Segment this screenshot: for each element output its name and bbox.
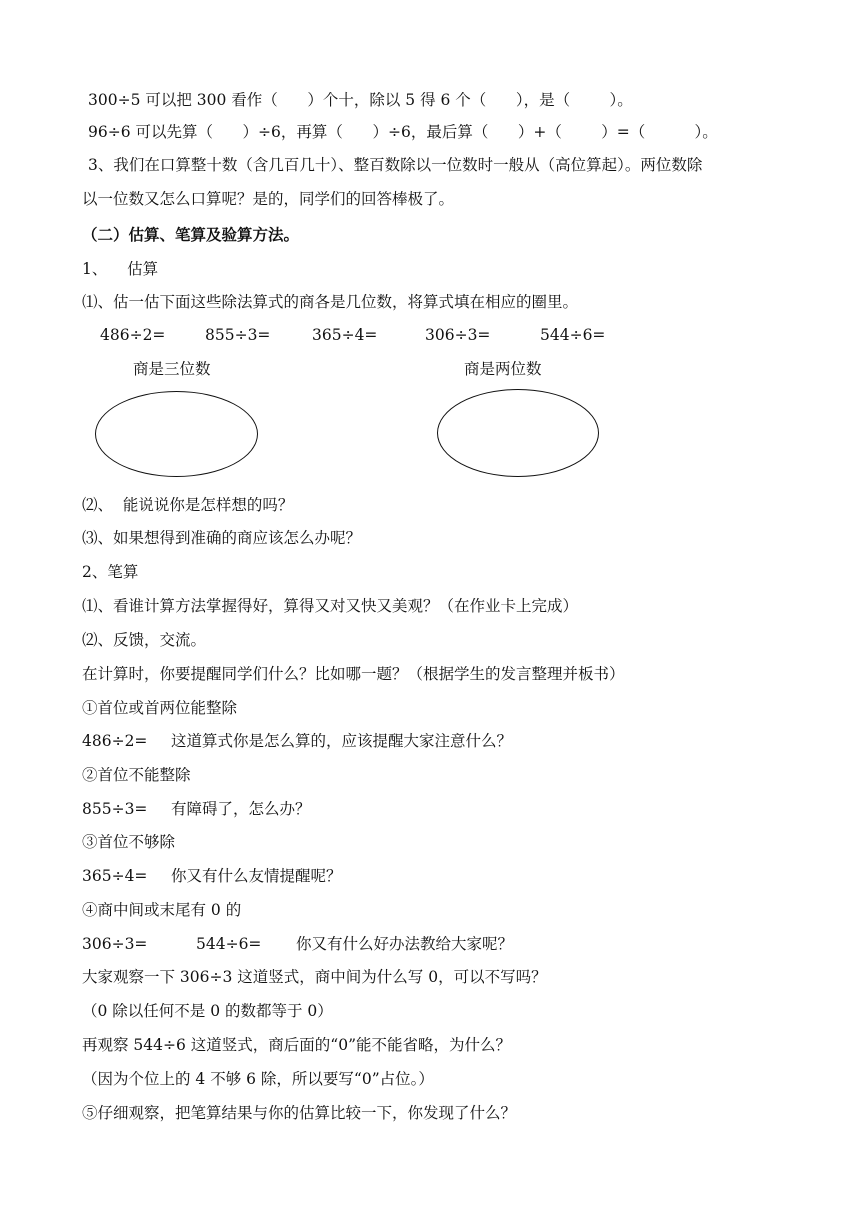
observe-544-answer: （因为个位上的 4 不够 6 除，所以要写“0”占位。） [82,1070,434,1088]
oval-label-two-digit: 商是两位数 [464,360,542,378]
case-4-example [0,934,860,954]
case-3-example [0,866,860,886]
item-1-estimate: 1、 估算 [82,260,159,278]
reminder-question: 在计算时，你要提醒同学们什么？比如哪一题？（根据学生的发言整理并板书） [82,665,625,683]
case-2-prompt: 有障碍了，怎么办？ [171,800,311,818]
answer-oval-two-digit [437,389,599,477]
oval-label-three-digit: 商是三位数 [133,360,211,378]
case-4-expression-2: 544÷6= [196,935,262,953]
case-3-expression: 365÷4= [82,867,148,885]
case-1-heading: ①首位或首两位能整除 [82,699,238,717]
case-2-heading: ②首位不能整除 [82,766,191,784]
case-1-expression: 486÷2= [82,732,148,750]
case-1-example [0,731,860,751]
case-3-heading: ③首位不够除 [82,833,176,851]
fill-in-line-96: 96÷6 可以先算（ ）÷6，再算（ ）÷6，最后算（ ）+（ ）=（ ）。 [88,123,718,141]
sub-item-2: ⑵、 能说说你是怎样想的吗？ [82,496,294,514]
case-2-example [0,799,860,819]
written-sub-item-1: ⑴、看谁计算方法掌握得好，算得又对又快又美观？（在作业卡上完成） [82,597,579,615]
sub-item-1: ⑴、估一估下面这些除法算式的商各是几位数，将算式填在相应的圈里。 [82,293,579,311]
paragraph-3-line-1: 3、我们在口算整十数（含几百几十）、整百数除以一位数时一般从（高位算起）。两位数除 [88,156,703,174]
case-4-prompt: 你又有什么好办法教给大家呢？ [296,935,514,953]
answer-oval-three-digit [95,391,258,477]
formula-row [0,325,860,345]
case-2-expression: 855÷3= [82,800,148,818]
formula-486: 486÷2= [100,326,166,344]
paragraph-3-line-2: 以一位数又怎么口算呢？是的，同学们的回答棒极了。 [82,190,455,208]
observe-306-question: 大家观察一下 306÷3 这道竖式，商中间为什么写 0，可以不写吗？ [82,968,547,986]
written-sub-item-2: ⑵、反馈，交流。 [82,631,207,649]
case-4-heading: ④商中间或末尾有 0 的 [82,901,242,919]
sub-item-3: ⑶、如果想得到准确的商应该怎么办呢？ [82,529,362,547]
observe-544-question: 再观察 544÷6 这道竖式，商后面的“0”能不能省略，为什么？ [82,1036,511,1054]
formula-306: 306÷3= [425,326,491,344]
case-1-prompt: 这道算式你是怎么算的，应该提醒大家注意什么？ [171,732,513,750]
case-5-compare: ⑤仔细观察，把笔算结果与你的估算比较一下，你发现了什么？ [82,1104,517,1122]
item-2-written: 2、笔算 [82,563,139,581]
case-3-prompt: 你又有什么友情提醒呢？ [171,867,342,885]
case-4-expression-1: 306÷3= [82,935,148,953]
observe-306-answer: （0 除以任何不是 0 的数都等于 0） [82,1002,333,1020]
fill-in-line-300: 300÷5 可以把 300 看作（ ）个十，除以 5 得 6 个（ ），是（ ）。 [88,91,633,109]
formula-855: 855÷3= [205,326,271,344]
formula-365: 365÷4= [312,326,378,344]
formula-544: 544÷6= [540,326,606,344]
section-heading: （二）估算、笔算及验算方法。 [82,225,300,244]
